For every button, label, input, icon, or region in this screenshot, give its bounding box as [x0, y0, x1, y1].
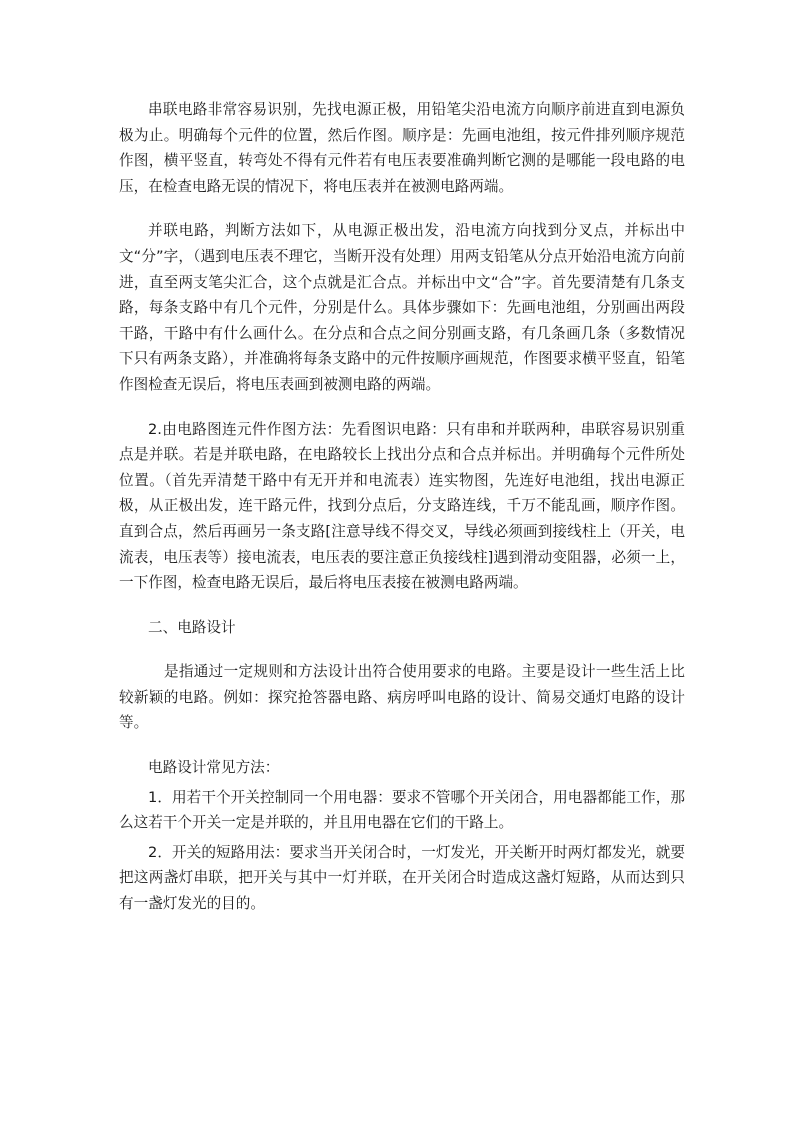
paragraph-series-circuit: 串联电路非常容易识别，先找电源正极，用铅笔尖沿电流方向顺序前进直到电源负极为止。明确每个元件的位置，然后作图。顺序是：先画电池组，按元件排列顺序规范作图，横平竖直，转弯处不得有元件若有电压表要准确判断它测的是哪能一段电路的电压，在检查电路无误的情况下，将电压表并在被测电路两端。 [119, 101, 685, 195]
paragraph-parallel-circuit: 并联电路，判断方法如下，从电源正极出发，沿电流方向找到分叉点，并标出中文“分”字，（遇到电压表不理它，当断开没有处理）用两支铅笔从分点开始沿电流方向前进，直至两支笔尖汇合，这个点就是汇合点。并标出中文“合”字。首先要清楚有几条支路，每条支路中有几个元件，分别是什么。具体步骤如下：先画电池组，分别画出两段干路，干路中有什么画什么。在分点和合点之间分别画支路，有几条画几条（多数情况下只有两条支路），并准确将每条支路中的元件按顺序画规范，作图要求横平竖直，铅笔作图检查无误后，将电压表画到被测电路的两端。 [119, 222, 685, 393]
method-item-1: 1．用若干个开关控制同一个用电器：要求不管哪个开关闭合，用电器都能工作，那么这若干个开关一定是并联的，并且用电器在它们的干路上。 [119, 788, 685, 832]
section-intro: 是指通过一定规则和方法设计出符合使用要求的电路。主要是设计一些生活上比较新颖的电路。例如：探究抢答器电路、病房呼叫电路的设计、简易交通灯电路的设计等。 [119, 663, 685, 732]
paragraph-wiring-method: 2.由电路图连元件作图方法：先看图识电路：只有串和并联两种，串联容易识别重点是并联。若是并联电路，在电路较长上找出分点和合点并标出。并明确每个元件所处位置。（首先弄清楚干路中有无开并和电流表）连实物图，先连好电池组，找出电源正极，从正极出发，连干路元件，找到分点后，分支路连线，千万不能乱画，顺序作图。直到合点，然后再画另一条支路[注意导线不得交叉，导线必须画到接线柱上（开关，电流表，电压表等）接电流表，电压表的要注意正负接线柱]遇到滑动变阻器，必须一上，一下作图，检查电路无误后，最后将电压表接在被测电路两端。 [119, 420, 685, 592]
section-heading: 二、电路设计 [148, 618, 236, 636]
methods-title: 电路设计常见方法： [148, 759, 280, 777]
document-body [119, 97, 685, 917]
method-item-2: 2．开关的短路用法：要求当开关闭合时，一灯发光，开关断开时两灯都发光，就要把这两盏灯串联，把开关与其中一灯并联，在开关闭合时造成这盏灯短路，从而达到只有一盏灯发光的目的。 [119, 843, 685, 913]
